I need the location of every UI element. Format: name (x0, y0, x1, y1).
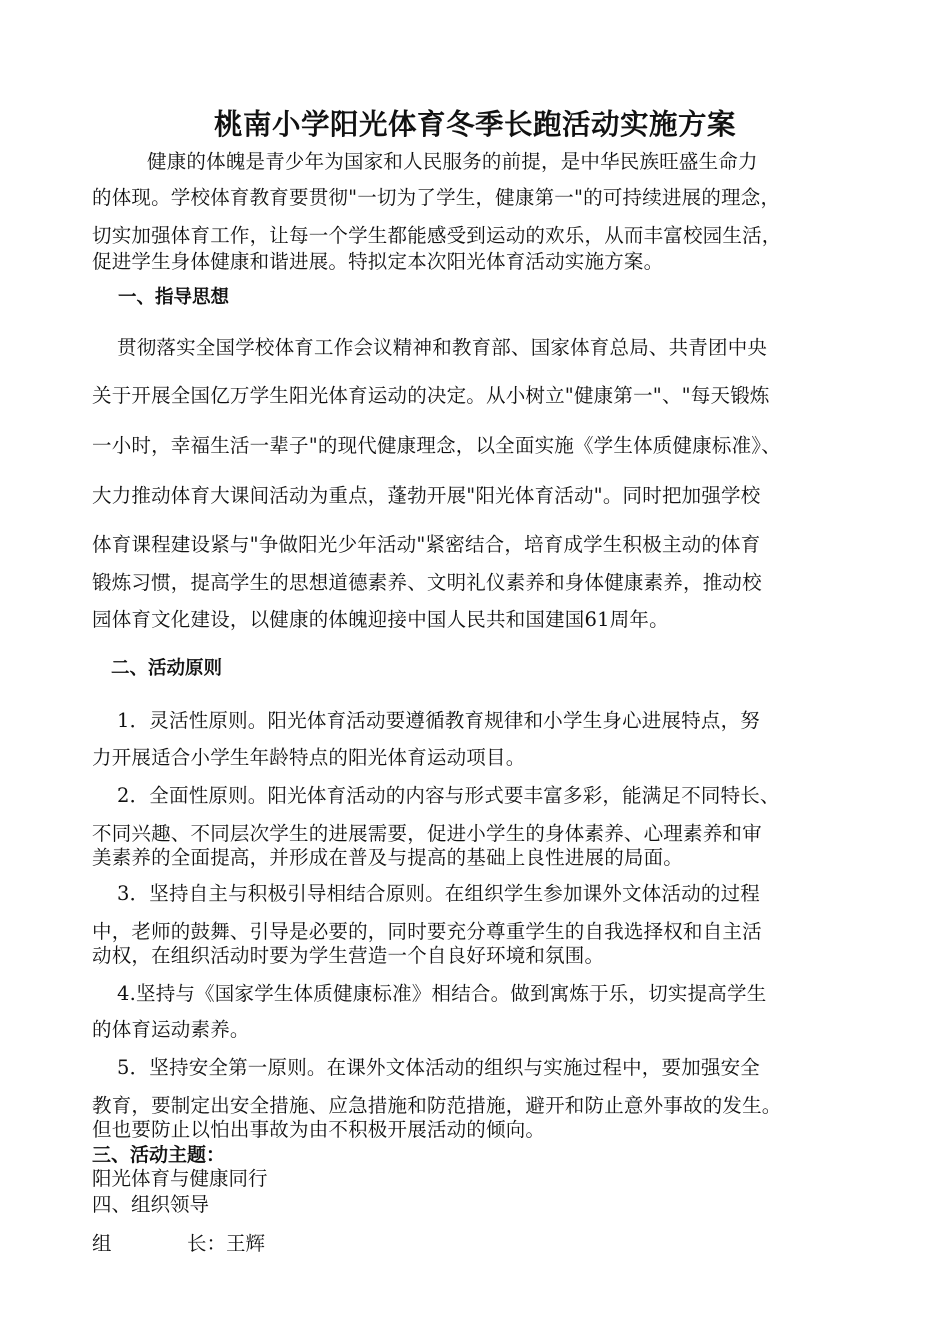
section2-line: 5．坚持安全第一原则。在课外文体活动的组织与实施过程中，要加强安全 (117, 1056, 761, 1079)
section-heading-activity-principles: 二、活动原则 (111, 658, 223, 679)
intro-line: 切实加强体育工作，让每一个学生都能感受到运动的欢乐，从而丰富校园生活， (92, 224, 782, 247)
section1-line: 大力推动体育大课间活动为重点，蓬勃开展"阳光体育活动"。同时把加强学校 (92, 484, 761, 507)
section-heading-activity-theme: 三、活动主题： (92, 1144, 226, 1166)
section2-line: 4.坚持与《国家学生体质健康标准》相结合。做到寓炼于乐，切实提高学生 (117, 982, 767, 1005)
section2-line: 教育，要制定出安全措施、应急措施和防范措施，避开和防止意外事故的发生。 (92, 1094, 782, 1117)
section2-line: 美素养的全面提高，并形成在普及与提高的基础上良性进展的局面。 (92, 846, 684, 869)
intro-line: 健康的体魄是青少年为国家和人民服务的前提，是中华民族旺盛生命力 (147, 150, 758, 173)
section2-line: 3．坚持自主与积极引导相结合原则。在组织学生参加课外文体活动的过程 (117, 882, 761, 905)
section1-line: 一小时，幸福生活一辈子"的现代健康理念，以全面实施《学生体质健康标准》、 (92, 434, 781, 457)
activity-theme-text: 阳光体育与健康同行 (92, 1167, 268, 1190)
section1-line: 贯彻落实全国学校体育工作会议精神和教育部、国家体育总局、共青团中央 (117, 336, 768, 359)
document-title: 桃南小学阳光体育冬季长跑活动实施方案 (213, 108, 736, 141)
leader-label-part-a: 组 (92, 1232, 112, 1255)
intro-line: 促进学生身体健康和谐进展。特拟定本次阳光体育活动实施方案。 (92, 250, 664, 273)
section2-line: 但也要防止以怕出事故为由不积极开展活动的倾向。 (92, 1118, 546, 1141)
section1-line: 园体育文化建设，以健康的体魄迎接中国人民共和国建国61周年。 (92, 608, 669, 631)
section2-line: 力开展适合小学生年龄特点的阳光体育运动项目。 (92, 746, 526, 769)
section1-line: 锻炼习惯，提高学生的思想道德素养、文明礼仪素养和身体健康素养，推动校 (92, 571, 762, 594)
section2-line: 1．灵活性原则。阳光体育活动要遵循教育规律和小学生身心进展特点，努 (117, 709, 761, 732)
section1-line: 关于开展全国亿万学生阳光体育运动的决定。从小树立"健康第一"、"每天锻炼 (92, 384, 770, 407)
section2-line: 的体育运动素养。 (92, 1018, 250, 1041)
section1-line: 体育课程建设紧与"争做阳光少年活动"紧密结合，培育成学生积极主动的体育 (92, 533, 761, 556)
section2-line: 不同兴趣、不同层次学生的进展需要，促进小学生的身体素养、心理素养和审 (92, 822, 762, 845)
section2-line: 中，老师的鼓舞、引导是必要的，同时要充分尊重学生的自我选择权和自主活 (92, 920, 762, 943)
section-heading-organization-leadership: 四、组织领导 (92, 1193, 210, 1216)
section2-line: 动权，在组织活动时要为学生营造一个自良好环境和氛围。 (92, 944, 605, 967)
intro-line: 的体现。学校体育教育要贯彻"一切为了学生，健康第一"的可持续进展的理念， (92, 186, 781, 209)
leader-label-part-b: 长：王辉 (187, 1232, 266, 1255)
section-heading-guiding-ideology: 一、指导思想 (118, 287, 230, 308)
leader-row (92, 1232, 265, 1256)
section2-line: 2．全面性原则。阳光体育活动的内容与形式要丰富多彩，能满足不同特长、 (117, 784, 780, 807)
